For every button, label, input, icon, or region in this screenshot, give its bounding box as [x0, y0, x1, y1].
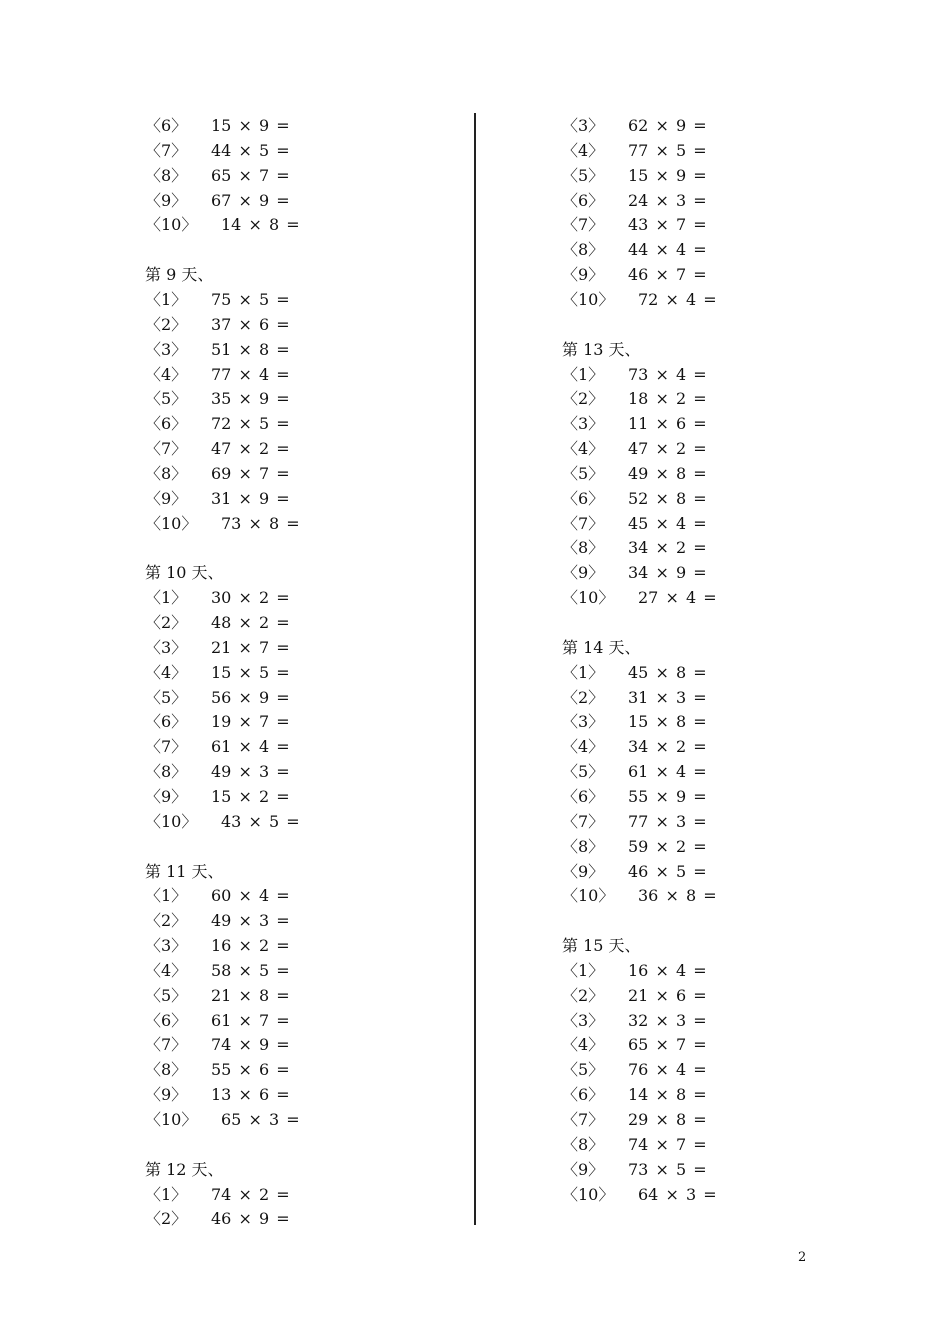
problem-index: 〈7〉 — [562, 1110, 605, 1129]
problem-expression: 77 × 4 = — [211, 364, 290, 384]
problem-index: 〈8〉 — [145, 165, 188, 185]
problem-index: 〈10〉 — [145, 1110, 198, 1129]
problem-index: 〈6〉 — [145, 1010, 188, 1030]
problem-expression: 21 × 7 = — [211, 637, 290, 657]
problem-index: 〈4〉 — [562, 140, 605, 160]
problem-expression: 73 × 5 = — [628, 1159, 707, 1179]
problem-index: 〈7〉 — [562, 811, 605, 831]
problem-expression: 74 × 9 = — [211, 1035, 290, 1055]
problem-index: 〈10〉 — [562, 886, 615, 906]
problem-index: 〈5〉 — [145, 687, 188, 707]
problem-index: 〈1〉 — [145, 1184, 188, 1204]
problem-expression: 15 × 8 = — [628, 712, 707, 732]
problem-index: 〈3〉 — [562, 712, 605, 732]
problem-expression: 65 × 7 = — [628, 1035, 707, 1055]
problem-index: 〈8〉 — [562, 1134, 605, 1154]
day-heading: 第 13 天、 — [562, 339, 641, 359]
problem-index: 〈1〉 — [562, 662, 605, 682]
problem-expression: 49 × 8 = — [628, 463, 707, 483]
problem-expression: 64 × 3 = — [638, 1184, 717, 1204]
problem-index: 〈1〉 — [145, 588, 188, 608]
problem-expression: 72 × 5 = — [211, 414, 290, 434]
problem-index: 〈1〉 — [562, 364, 605, 384]
problem-expression: 31 × 9 = — [211, 488, 290, 508]
problem-index: 〈9〉 — [145, 488, 188, 508]
problem-index: 〈9〉 — [562, 563, 605, 583]
problem-expression: 11 × 6 = — [628, 414, 707, 434]
problem-index: 〈10〉 — [145, 513, 198, 533]
problem-index: 〈9〉 — [562, 861, 605, 881]
problem-index: 〈8〉 — [562, 240, 605, 260]
problem-expression: 61 × 4 = — [211, 737, 290, 757]
problem-index: 〈3〉 — [562, 1010, 605, 1030]
problem-expression: 46 × 5 = — [628, 861, 707, 881]
problem-index: 〈10〉 — [562, 588, 615, 608]
problem-expression: 44 × 4 = — [628, 240, 707, 260]
problem-expression: 15 × 2 = — [211, 786, 290, 806]
problem-expression: 34 × 9 = — [628, 563, 707, 583]
problem-index: 〈10〉 — [562, 1184, 615, 1204]
problem-index: 〈9〉 — [145, 190, 188, 210]
day-heading: 第 14 天、 — [562, 637, 641, 657]
problem-expression: 47 × 2 = — [628, 439, 707, 459]
problem-index: 〈4〉 — [562, 439, 605, 459]
problem-index: 〈4〉 — [562, 737, 605, 757]
day-heading: 第 15 天、 — [562, 936, 641, 956]
problem-expression: 18 × 2 = — [628, 389, 707, 409]
problem-expression: 43 × 7 = — [628, 215, 707, 235]
problem-expression: 48 × 2 = — [211, 613, 290, 632]
problem-index: 〈8〉 — [145, 762, 188, 782]
problem-expression: 16 × 4 = — [628, 960, 707, 980]
problem-index: 〈6〉 — [145, 712, 188, 732]
problem-expression: 74 × 2 = — [211, 1184, 290, 1204]
problem-index: 〈7〉 — [562, 215, 605, 235]
problem-index: 〈7〉 — [145, 140, 188, 160]
problem-expression: 30 × 2 = — [211, 588, 290, 608]
problem-expression: 51 × 8 = — [211, 339, 290, 359]
problem-expression: 21 × 8 = — [211, 985, 290, 1005]
problem-index: 〈5〉 — [145, 389, 188, 409]
problem-index: 〈1〉 — [145, 886, 188, 906]
problem-index: 〈8〉 — [562, 538, 605, 558]
problem-expression: 29 × 8 = — [628, 1110, 707, 1129]
problem-expression: 45 × 4 = — [628, 513, 707, 533]
problem-expression: 15 × 5 = — [211, 662, 290, 682]
problem-index: 〈6〉 — [562, 786, 605, 806]
problem-index: 〈7〉 — [145, 737, 188, 757]
problem-expression: 15 × 9 = — [628, 165, 707, 185]
problem-index: 〈6〉 — [562, 1085, 605, 1105]
problem-expression: 49 × 3 = — [211, 762, 290, 782]
day-heading: 第 9 天、 — [145, 265, 214, 285]
problem-index: 〈9〉 — [145, 1085, 188, 1105]
problem-expression: 46 × 7 = — [628, 265, 707, 285]
problem-index: 〈5〉 — [145, 985, 188, 1005]
problem-expression: 14 × 8 = — [628, 1085, 707, 1105]
problem-index: 〈10〉 — [562, 289, 615, 309]
problem-index: 〈5〉 — [562, 165, 605, 185]
problem-expression: 21 × 6 = — [628, 985, 707, 1005]
problem-index: 〈7〉 — [145, 439, 188, 459]
problem-expression: 60 × 4 = — [211, 886, 290, 906]
problem-expression: 35 × 9 = — [211, 389, 290, 409]
problem-index: 〈3〉 — [562, 116, 605, 135]
problem-expression: 69 × 7 = — [211, 463, 290, 483]
problem-index: 〈8〉 — [562, 836, 605, 856]
problem-index: 〈5〉 — [562, 762, 605, 782]
problem-expression: 55 × 6 = — [211, 1060, 290, 1080]
problem-expression: 62 × 9 = — [628, 116, 707, 135]
problem-expression: 73 × 4 = — [628, 364, 707, 384]
problem-index: 〈3〉 — [145, 637, 188, 657]
problem-expression: 36 × 8 = — [638, 886, 717, 906]
problem-index: 〈2〉 — [562, 985, 605, 1005]
problem-index: 〈6〉 — [562, 190, 605, 210]
problem-index: 〈4〉 — [145, 364, 188, 384]
problem-expression: 55 × 9 = — [628, 786, 707, 806]
page-number: 2 — [798, 1250, 807, 1265]
problem-index: 〈2〉 — [145, 1209, 188, 1229]
problem-expression: 27 × 4 = — [638, 588, 717, 608]
problem-expression: 47 × 2 = — [211, 439, 290, 459]
problem-expression: 31 × 3 = — [628, 687, 707, 707]
problem-expression: 77 × 3 = — [628, 811, 707, 831]
problem-expression: 44 × 5 = — [211, 140, 290, 160]
column-divider — [474, 113, 476, 1225]
problem-expression: 19 × 7 = — [211, 712, 290, 732]
problem-index: 〈5〉 — [562, 1060, 605, 1080]
problem-expression: 15 × 9 = — [211, 116, 290, 135]
problem-expression: 45 × 8 = — [628, 662, 707, 682]
problem-expression: 14 × 8 = — [221, 215, 300, 235]
problem-index: 〈9〉 — [145, 786, 188, 806]
day-heading: 第 10 天、 — [145, 563, 224, 583]
problem-index: 〈3〉 — [562, 414, 605, 434]
problem-index: 〈4〉 — [145, 960, 188, 980]
problem-expression: 13 × 6 = — [211, 1085, 290, 1105]
problem-expression: 34 × 2 = — [628, 737, 707, 757]
problem-index: 〈6〉 — [562, 488, 605, 508]
problem-expression: 61 × 7 = — [211, 1010, 290, 1030]
problem-expression: 32 × 3 = — [628, 1010, 707, 1030]
problem-index: 〈7〉 — [145, 1035, 188, 1055]
problem-expression: 49 × 3 = — [211, 911, 290, 931]
problem-index: 〈4〉 — [145, 662, 188, 682]
problem-expression: 56 × 9 = — [211, 687, 290, 707]
problem-expression: 72 × 4 = — [638, 289, 717, 309]
problem-expression: 67 × 9 = — [211, 190, 290, 210]
problem-expression: 77 × 5 = — [628, 140, 707, 160]
problem-expression: 34 × 2 = — [628, 538, 707, 558]
problem-index: 〈10〉 — [145, 811, 198, 831]
problem-expression: 59 × 2 = — [628, 836, 707, 856]
problem-index: 〈2〉 — [145, 911, 188, 931]
problem-index: 〈5〉 — [562, 463, 605, 483]
problem-expression: 46 × 9 = — [211, 1209, 290, 1229]
problem-expression: 43 × 5 = — [221, 811, 300, 831]
problem-index: 〈2〉 — [562, 687, 605, 707]
problem-index: 〈6〉 — [145, 414, 188, 434]
problem-index: 〈1〉 — [562, 960, 605, 980]
problem-index: 〈3〉 — [145, 936, 188, 956]
problem-expression: 74 × 7 = — [628, 1134, 707, 1154]
problem-index: 〈7〉 — [562, 513, 605, 533]
problem-index: 〈8〉 — [145, 1060, 188, 1080]
problem-index: 〈10〉 — [145, 215, 198, 235]
problem-expression: 58 × 5 = — [211, 960, 290, 980]
day-heading: 第 12 天、 — [145, 1159, 224, 1179]
problem-expression: 52 × 8 = — [628, 488, 707, 508]
problem-index: 〈2〉 — [145, 314, 188, 334]
problem-expression: 75 × 5 = — [211, 289, 290, 309]
problem-expression: 65 × 3 = — [221, 1110, 300, 1129]
problem-index: 〈4〉 — [562, 1035, 605, 1055]
problem-index: 〈3〉 — [145, 339, 188, 359]
problem-index: 〈2〉 — [562, 389, 605, 409]
problem-expression: 76 × 4 = — [628, 1060, 707, 1080]
problem-expression: 65 × 7 = — [211, 165, 290, 185]
problem-index: 〈9〉 — [562, 265, 605, 285]
problem-index: 〈8〉 — [145, 463, 188, 483]
problem-expression: 37 × 6 = — [211, 314, 290, 334]
problem-index: 〈1〉 — [145, 289, 188, 309]
day-heading: 第 11 天、 — [145, 861, 224, 881]
problem-expression: 61 × 4 = — [628, 762, 707, 782]
problem-index: 〈2〉 — [145, 613, 188, 632]
problem-index: 〈6〉 — [145, 116, 188, 135]
problem-index: 〈9〉 — [562, 1159, 605, 1179]
problem-expression: 24 × 3 = — [628, 190, 707, 210]
problem-expression: 73 × 8 = — [221, 513, 300, 533]
problem-expression: 16 × 2 = — [211, 936, 290, 956]
